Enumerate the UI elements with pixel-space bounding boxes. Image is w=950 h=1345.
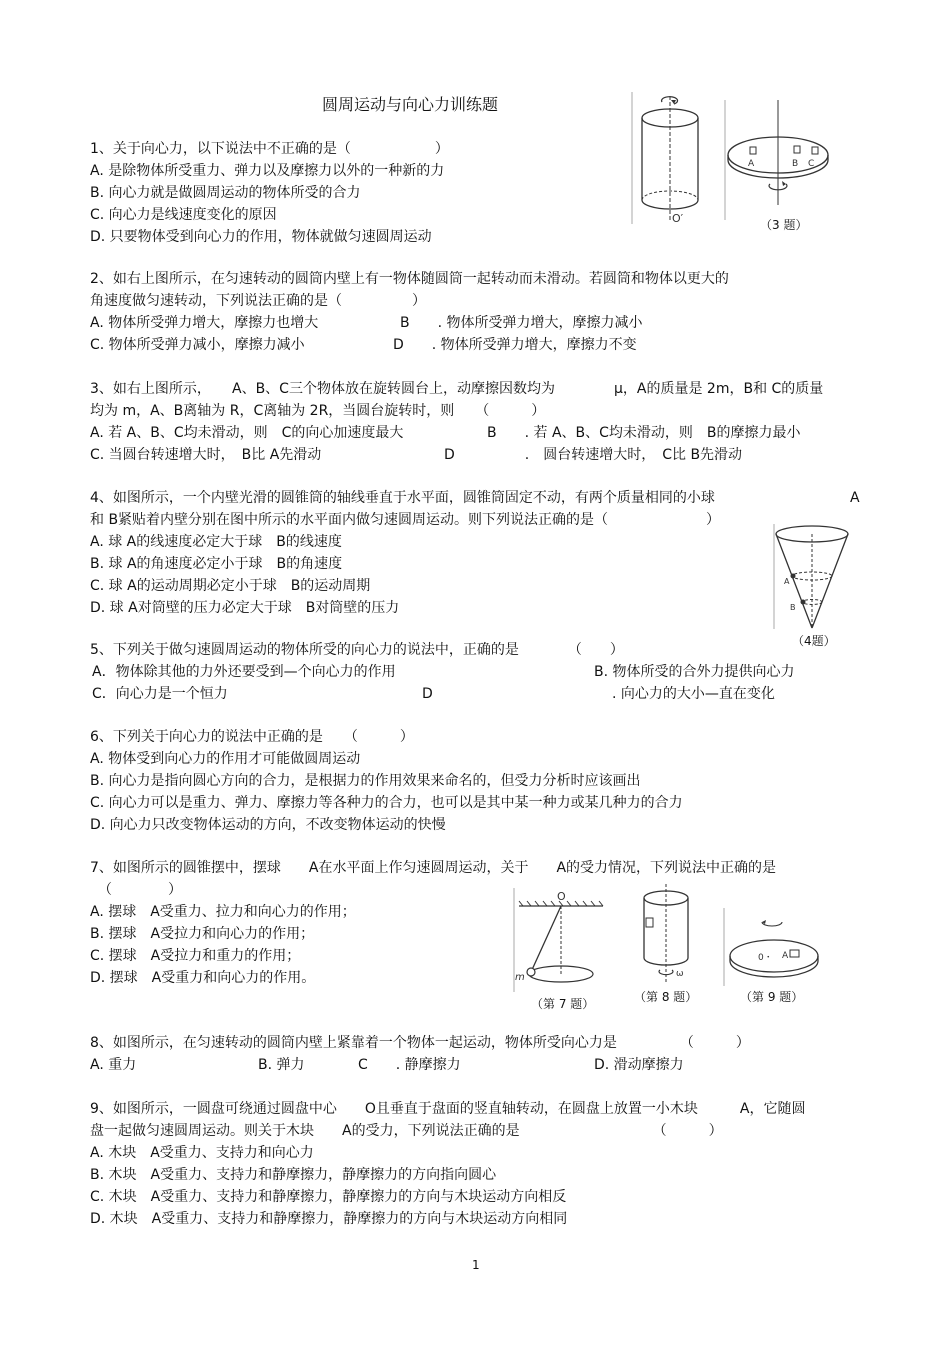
q5-option-b: B. 物体所受的合外力提供向心力 <box>594 664 795 680</box>
q4-option-a: A. 球 A的线速度必定大于球 B的线速度 <box>90 534 342 550</box>
q2-stem-line1: 2、如右上图所示，在匀速转动的圆筒内壁上有一物体随圆筒一起转动而未滑动。若圆筒和物体以更大的 <box>90 271 729 287</box>
cone-label-b: B <box>790 603 796 612</box>
q5-option-d-letter: D <box>422 686 433 702</box>
q1-option-b: B. 向心力就是做圆周运动的物体所受的合力 <box>90 185 361 201</box>
q1-option-d: D. 只要物体受到向心力的作用，物体就做匀速圆周运动 <box>90 229 432 245</box>
q6-option-a: A. 物体受到向心力的作用才可能做圆周运动 <box>90 751 361 767</box>
q3-option-d: D . 圆台转速增大时， C比 B先滑动 <box>444 447 743 463</box>
q7-option-b: B. 摆球 A受拉力和向心力的作用； <box>90 926 315 942</box>
q8-stem: 8、如图所示，在匀速转动的圆筒内壁上紧靠着一个物体一起运动，物体所受向心力是 （ ） <box>90 1035 750 1051</box>
q2-stem-line2: 角速度做匀速转动，下列说法正确的是（ ） <box>90 293 426 309</box>
q2-option-c: C. 物体所受弹力减小，摩擦力减小 <box>90 337 305 353</box>
q2-option-d: D . 物体所受弹力增大，摩擦力不变 <box>393 337 637 353</box>
q1-stem: 1、关于向心力，以下说法中不正确的是（ ） <box>90 141 449 157</box>
q6-option-d: D. 向心力只改变物体运动的方向，不改变物体运动的快慢 <box>90 817 446 833</box>
q8-option-c: C . 静摩擦力 <box>358 1057 461 1073</box>
disc-center-label: 0・ <box>758 953 773 963</box>
q3-stem-line1a: 3、如右上图所示， <box>90 381 211 397</box>
q1-option-c: C. 向心力是线速度变化的原因 <box>90 207 277 223</box>
q6-stem: 6、下列关于向心力的说法中正确的是 （ ） <box>90 729 414 745</box>
q4-figure-caption: （4题） <box>792 634 836 648</box>
conical-pendulum-figure <box>513 888 607 992</box>
cone-figure <box>772 524 852 632</box>
q7-figure-caption: （第 7 题） <box>531 997 595 1011</box>
disc-label-b: B <box>792 159 799 169</box>
cylinder-figure <box>630 92 710 228</box>
q8-option-a: A. 重力 <box>90 1057 137 1073</box>
q4-stem-line1-end: A <box>850 490 860 506</box>
disc-label-a: A <box>748 159 755 169</box>
o-prime-label: O′ <box>672 212 684 225</box>
q8-option-b: B. 弹力 <box>258 1057 305 1073</box>
turntable-abc-figure <box>722 100 834 225</box>
q9-option-a: A. 木块 A受重力、支持力和向心力 <box>90 1145 314 1161</box>
disc-label-c: C <box>808 159 815 169</box>
q9-stem-line2: 盘一起做匀速圆周运动。则关于木块 A的受力，下列说法正确的是 （ ） <box>90 1123 723 1139</box>
omega-label: ω <box>676 969 684 979</box>
q5-option-c: C．向心力是一个恒力 <box>92 686 228 702</box>
q4-stem-line1: 4、如图所示，一个内壁光滑的圆锥筒的轴线垂直于水平面，圆锥筒固定不动，有两个质量相同的小球 <box>90 490 715 506</box>
q5-stem: 5、下列关于做匀速圆周运动的物体所受的向心力的说法中，正确的是 （ ） <box>90 642 624 658</box>
q2-option-a: A. 物体所受弹力增大，摩擦力也增大 <box>90 315 319 331</box>
q3-stem-line1b: A、B、C三个物体放在旋转圆台上，动摩擦因数均为 <box>232 381 555 397</box>
pendulum-mass-label: m <box>515 972 525 983</box>
q9-option-d: D. 木块 A受重力、支持力和静摩擦力，静摩擦力的方向与木块运动方向相同 <box>90 1211 568 1227</box>
disc-block-label: A <box>782 951 789 961</box>
pendulum-pivot-label: O <box>557 890 566 903</box>
q2-option-b: B . 物体所受弹力增大，摩擦力减小 <box>400 315 643 331</box>
q6-option-b: B. 向心力是指向圆心方向的合力，是根据力的作用效果来命名的，但受力分析时应该画出 <box>90 773 641 789</box>
q3-stem-line2: 均为 m，A、B离轴为 R，C离轴为 2R，当圆台旋转时，则 （ ） <box>90 403 546 419</box>
page-number: 1 <box>472 1258 480 1272</box>
q5-option-a: A．物体除其他的力外还要受到—个向心力的作用 <box>92 664 396 680</box>
q3-figure-caption: （3 题） <box>760 218 808 232</box>
cylinder-block-figure <box>636 884 696 984</box>
q7-stem-line1: 7、如图所示的圆锥摆中，摆球 A在水平面上作匀速圆周运动，关于 A的受力情况，下列说法中正确的是 <box>90 860 777 876</box>
q3-option-b: B . 若 A、B、C均未滑动，则 B的摩擦力最小 <box>487 425 801 441</box>
q8-option-d: D. 滑动摩擦力 <box>594 1057 684 1073</box>
q7-stem-line2: （ ） <box>98 882 182 898</box>
q4-stem-line2: 和 B紧贴着内壁分别在图中所示的水平面内做匀速圆周运动。则下列说法正确的是（ ） <box>90 512 721 528</box>
q4-option-b: B. 球 A的角速度必定小于球 B的角速度 <box>90 556 343 572</box>
page-title: 圆周运动与向心力训练题 <box>322 95 499 114</box>
q8-figure-caption: （第 8 题） <box>634 990 698 1004</box>
q9-stem-line1: 9、如图所示，一圆盘可绕通过圆盘中心 O且垂直于盘面的竖直轴转动，在圆盘上放置一小木块 A，它随圆 <box>90 1101 806 1117</box>
cone-label-a: A <box>784 577 790 586</box>
q3-stem-line1c: μ，A的质量是 2m，B和 C的质量 <box>614 381 824 397</box>
q9-option-b: B. 木块 A受重力、支持力和静摩擦力，静摩擦力的方向指向圆心 <box>90 1167 497 1183</box>
q7-option-a: A. 摆球 A受重力、拉力和向心力的作用； <box>90 904 356 920</box>
q4-option-d: D. 球 A对筒壁的压力必定大于球 B对筒壁的压力 <box>90 600 400 616</box>
disc-block-figure <box>722 908 822 988</box>
q3-option-a: A. 若 A、B、C均未滑动，则 C的向心加速度最大 <box>90 425 404 441</box>
q7-option-d: D. 摆球 A受重力和向心力的作用。 <box>90 970 316 986</box>
q6-option-c: C. 向心力可以是重力、弹力、摩擦力等各种力的合力，也可以是其中某一种力或某几种力的合力 <box>90 795 683 811</box>
q3-option-c: C. 当圆台转速增大时， B比 A先滑动 <box>90 447 322 463</box>
q1-option-a: A. 是除物体所受重力、弹力以及摩擦力以外的一种新的力 <box>90 163 445 179</box>
q7-option-c: C. 摆球 A受拉力和重力的作用； <box>90 948 301 964</box>
q9-option-c: C. 木块 A受重力、支持力和静摩擦力，静摩擦力的方向与木块运动方向相反 <box>90 1189 567 1205</box>
q4-option-c: C. 球 A的运动周期必定小于球 B的运动周期 <box>90 578 371 594</box>
q9-figure-caption: （第 9 题） <box>740 990 804 1004</box>
q5-option-d-text: . 向心力的大小—直在变化 <box>612 686 775 702</box>
